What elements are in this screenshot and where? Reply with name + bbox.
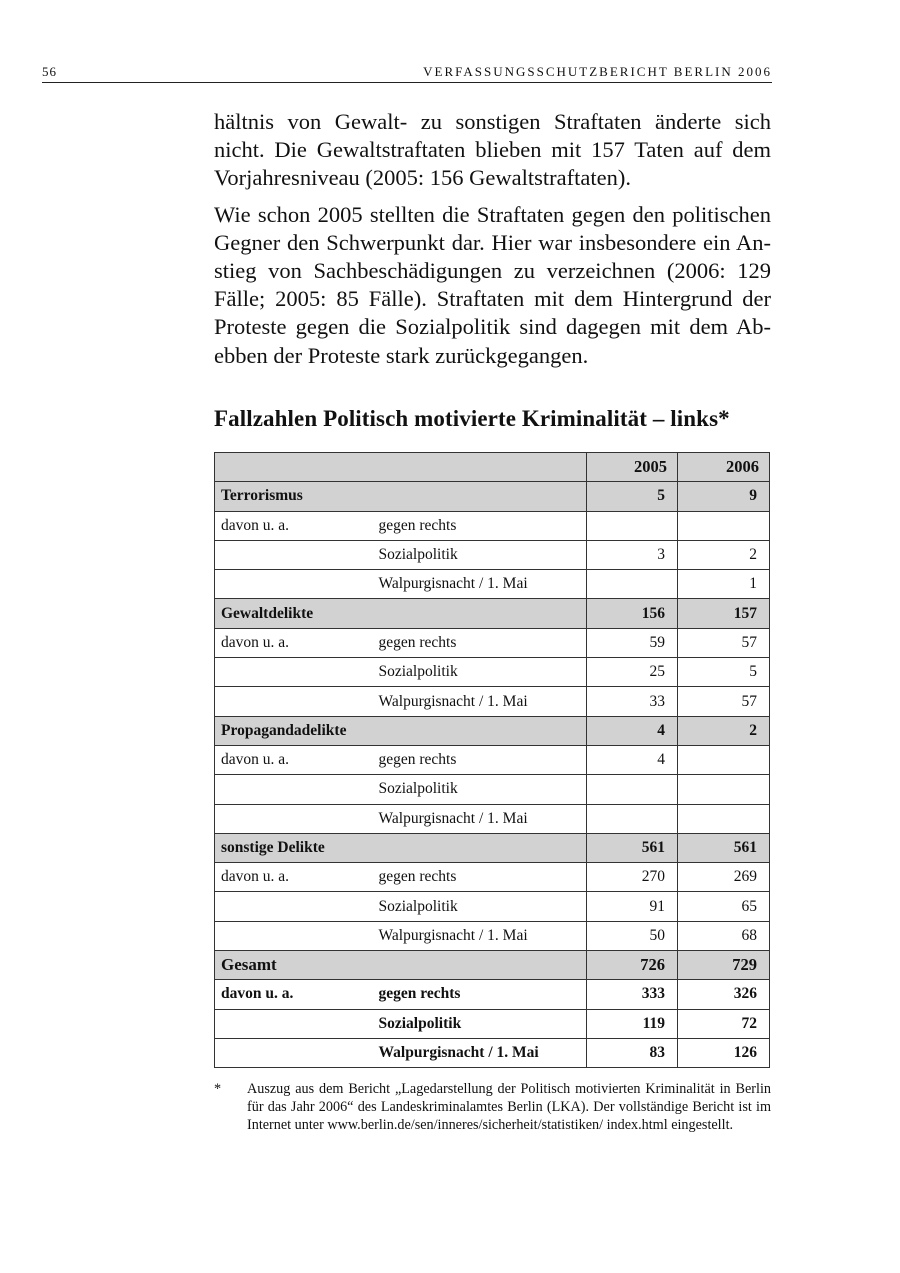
table-row [215,804,770,833]
footnote [214,1080,771,1135]
value-2006: 72 [678,1009,770,1038]
row-category-label: gegen rechts [375,863,587,892]
row-group-label: davon u. a. [215,980,375,1009]
value-2005: 156 [587,599,678,628]
value-2005: 4 [587,716,678,745]
table-row [215,863,770,892]
row-category-label: Sozialpolitik [375,892,587,921]
value-2005 [587,511,678,540]
row-group-label [215,1009,375,1038]
value-2006: 269 [678,863,770,892]
row-category-label: Walpurgisnacht / 1. Mai [375,804,587,833]
table-row [215,921,770,950]
value-2006: 65 [678,892,770,921]
value-2006: 57 [678,687,770,716]
value-2005: 3 [587,540,678,569]
value-2006: 729 [678,951,770,980]
section-label: sonstige Delikte [215,833,587,862]
value-2006: 9 [678,482,770,511]
value-2006 [678,804,770,833]
table-row [215,687,770,716]
row-category-label: Walpurgisnacht / 1. Mai [375,570,587,599]
row-group-label: davon u. a. [215,511,375,540]
value-2005 [587,775,678,804]
row-category-label: Walpurgisnacht / 1. Mai [375,921,587,950]
value-2006: 157 [678,599,770,628]
row-category-label: Sozialpolitik [375,775,587,804]
table-row [215,628,770,657]
table-row [215,1009,770,1038]
value-2005: 91 [587,892,678,921]
section-label: Propagandadelikte [215,716,587,745]
row-category-label: Walpurgisnacht / 1. Mai [375,1038,587,1067]
table-title: Fallzahlen Politisch motivierte Kriminalität – links* [214,406,730,431]
page-header [42,62,772,83]
table-row [215,1038,770,1067]
row-group-label [215,570,375,599]
row-category-label: gegen rechts [375,980,587,1009]
value-2006: 561 [678,833,770,862]
table-body [215,453,770,1068]
column-header-2006: 2006 [678,453,770,482]
value-2006 [678,511,770,540]
section-label: Terrorismus [215,482,587,511]
value-2005: 33 [587,687,678,716]
row-group-label [215,658,375,687]
table-row [215,570,770,599]
value-2006: 2 [678,540,770,569]
table-header-row [215,453,770,482]
row-category-label: Walpurgisnacht / 1. Mai [375,687,587,716]
row-group-label [215,804,375,833]
row-group-label [215,892,375,921]
value-2006: 126 [678,1038,770,1067]
value-2005: 59 [587,628,678,657]
page-number: 56 [42,64,57,79]
value-2005: 83 [587,1038,678,1067]
value-2005: 4 [587,745,678,774]
header-blank-cell [215,453,587,482]
footnote-marker: * [214,1081,222,1097]
table-row [215,980,770,1009]
value-2006: 326 [678,980,770,1009]
table-row [215,892,770,921]
section-label: Gewaltdelikte [215,599,587,628]
value-2006: 68 [678,921,770,950]
value-2005: 726 [587,951,678,980]
value-2006: 57 [678,628,770,657]
row-group-label: davon u. a. [215,745,375,774]
row-group-label: davon u. a. [215,863,375,892]
row-group-label [215,921,375,950]
paragraph-2: Wie schon 2005 stellten die Straftaten gegen den politischen Gegner den Schwerpunkt dar. Hier war insbesondere ein Anstieg von Sachbeschädigungen zu verzeichnen (2006: 129 Fälle; 2005: 85 Fälle). Straftaten mit dem Hintergrund der Proteste gegen die Sozialpolitik sind dagegen mit dem Abebben der Proteste stark zurückgegangen. [214,201,771,368]
value-2006: 1 [678,570,770,599]
row-category-label: gegen rechts [375,745,587,774]
value-2005: 5 [587,482,678,511]
section-row [215,599,770,628]
value-2005 [587,570,678,599]
table-row [215,658,770,687]
value-2006 [678,775,770,804]
paragraph-1: hältnis von Gewalt- zu sonstigen Straftaten änderte sich nicht. Die Gewaltstraftaten blieben mit 157 Taten auf dem Vorjahresniveau (2005: 156 Gewaltstraftaten). [214,109,771,191]
section-row [215,833,770,862]
row-category-label: gegen rechts [375,511,587,540]
section-label: Gesamt [215,951,587,980]
row-group-label: davon u. a. [215,628,375,657]
value-2005: 333 [587,980,678,1009]
value-2005: 561 [587,833,678,862]
section-row [215,716,770,745]
table-row [215,540,770,569]
total-row [215,951,770,980]
row-group-label [215,775,375,804]
column-header-2005: 2005 [587,453,678,482]
value-2005 [587,804,678,833]
value-2005: 25 [587,658,678,687]
footnote-text: Auszug aus dem Bericht „Lagedarstellung der Politisch motivierten Kriminalität in Berlin für das Jahr 2006“ des Landeskriminalamtes Berlin (LKA). Der vollständige Bericht ist im Internet unter www.berlin.de/sen/inneres/sicherheit/statistiken/ index.html eingestellt. [247,1081,771,1134]
row-category-label: Sozialpolitik [375,540,587,569]
row-category-label: gegen rechts [375,628,587,657]
running-title: VERFASSUNGSSCHUTZBERICHT BERLIN 2006 [423,64,772,79]
table-row [215,775,770,804]
row-group-label [215,1038,375,1067]
table-row [215,745,770,774]
row-category-label: Sozialpolitik [375,658,587,687]
table-row [215,511,770,540]
value-2006 [678,745,770,774]
body-text [214,108,771,378]
value-2006: 2 [678,716,770,745]
section-row [215,482,770,511]
row-group-label [215,687,375,716]
statistics-table [214,452,770,1068]
value-2006: 5 [678,658,770,687]
row-category-label: Sozialpolitik [375,1009,587,1038]
row-group-label [215,540,375,569]
value-2005: 119 [587,1009,678,1038]
value-2005: 270 [587,863,678,892]
value-2005: 50 [587,921,678,950]
